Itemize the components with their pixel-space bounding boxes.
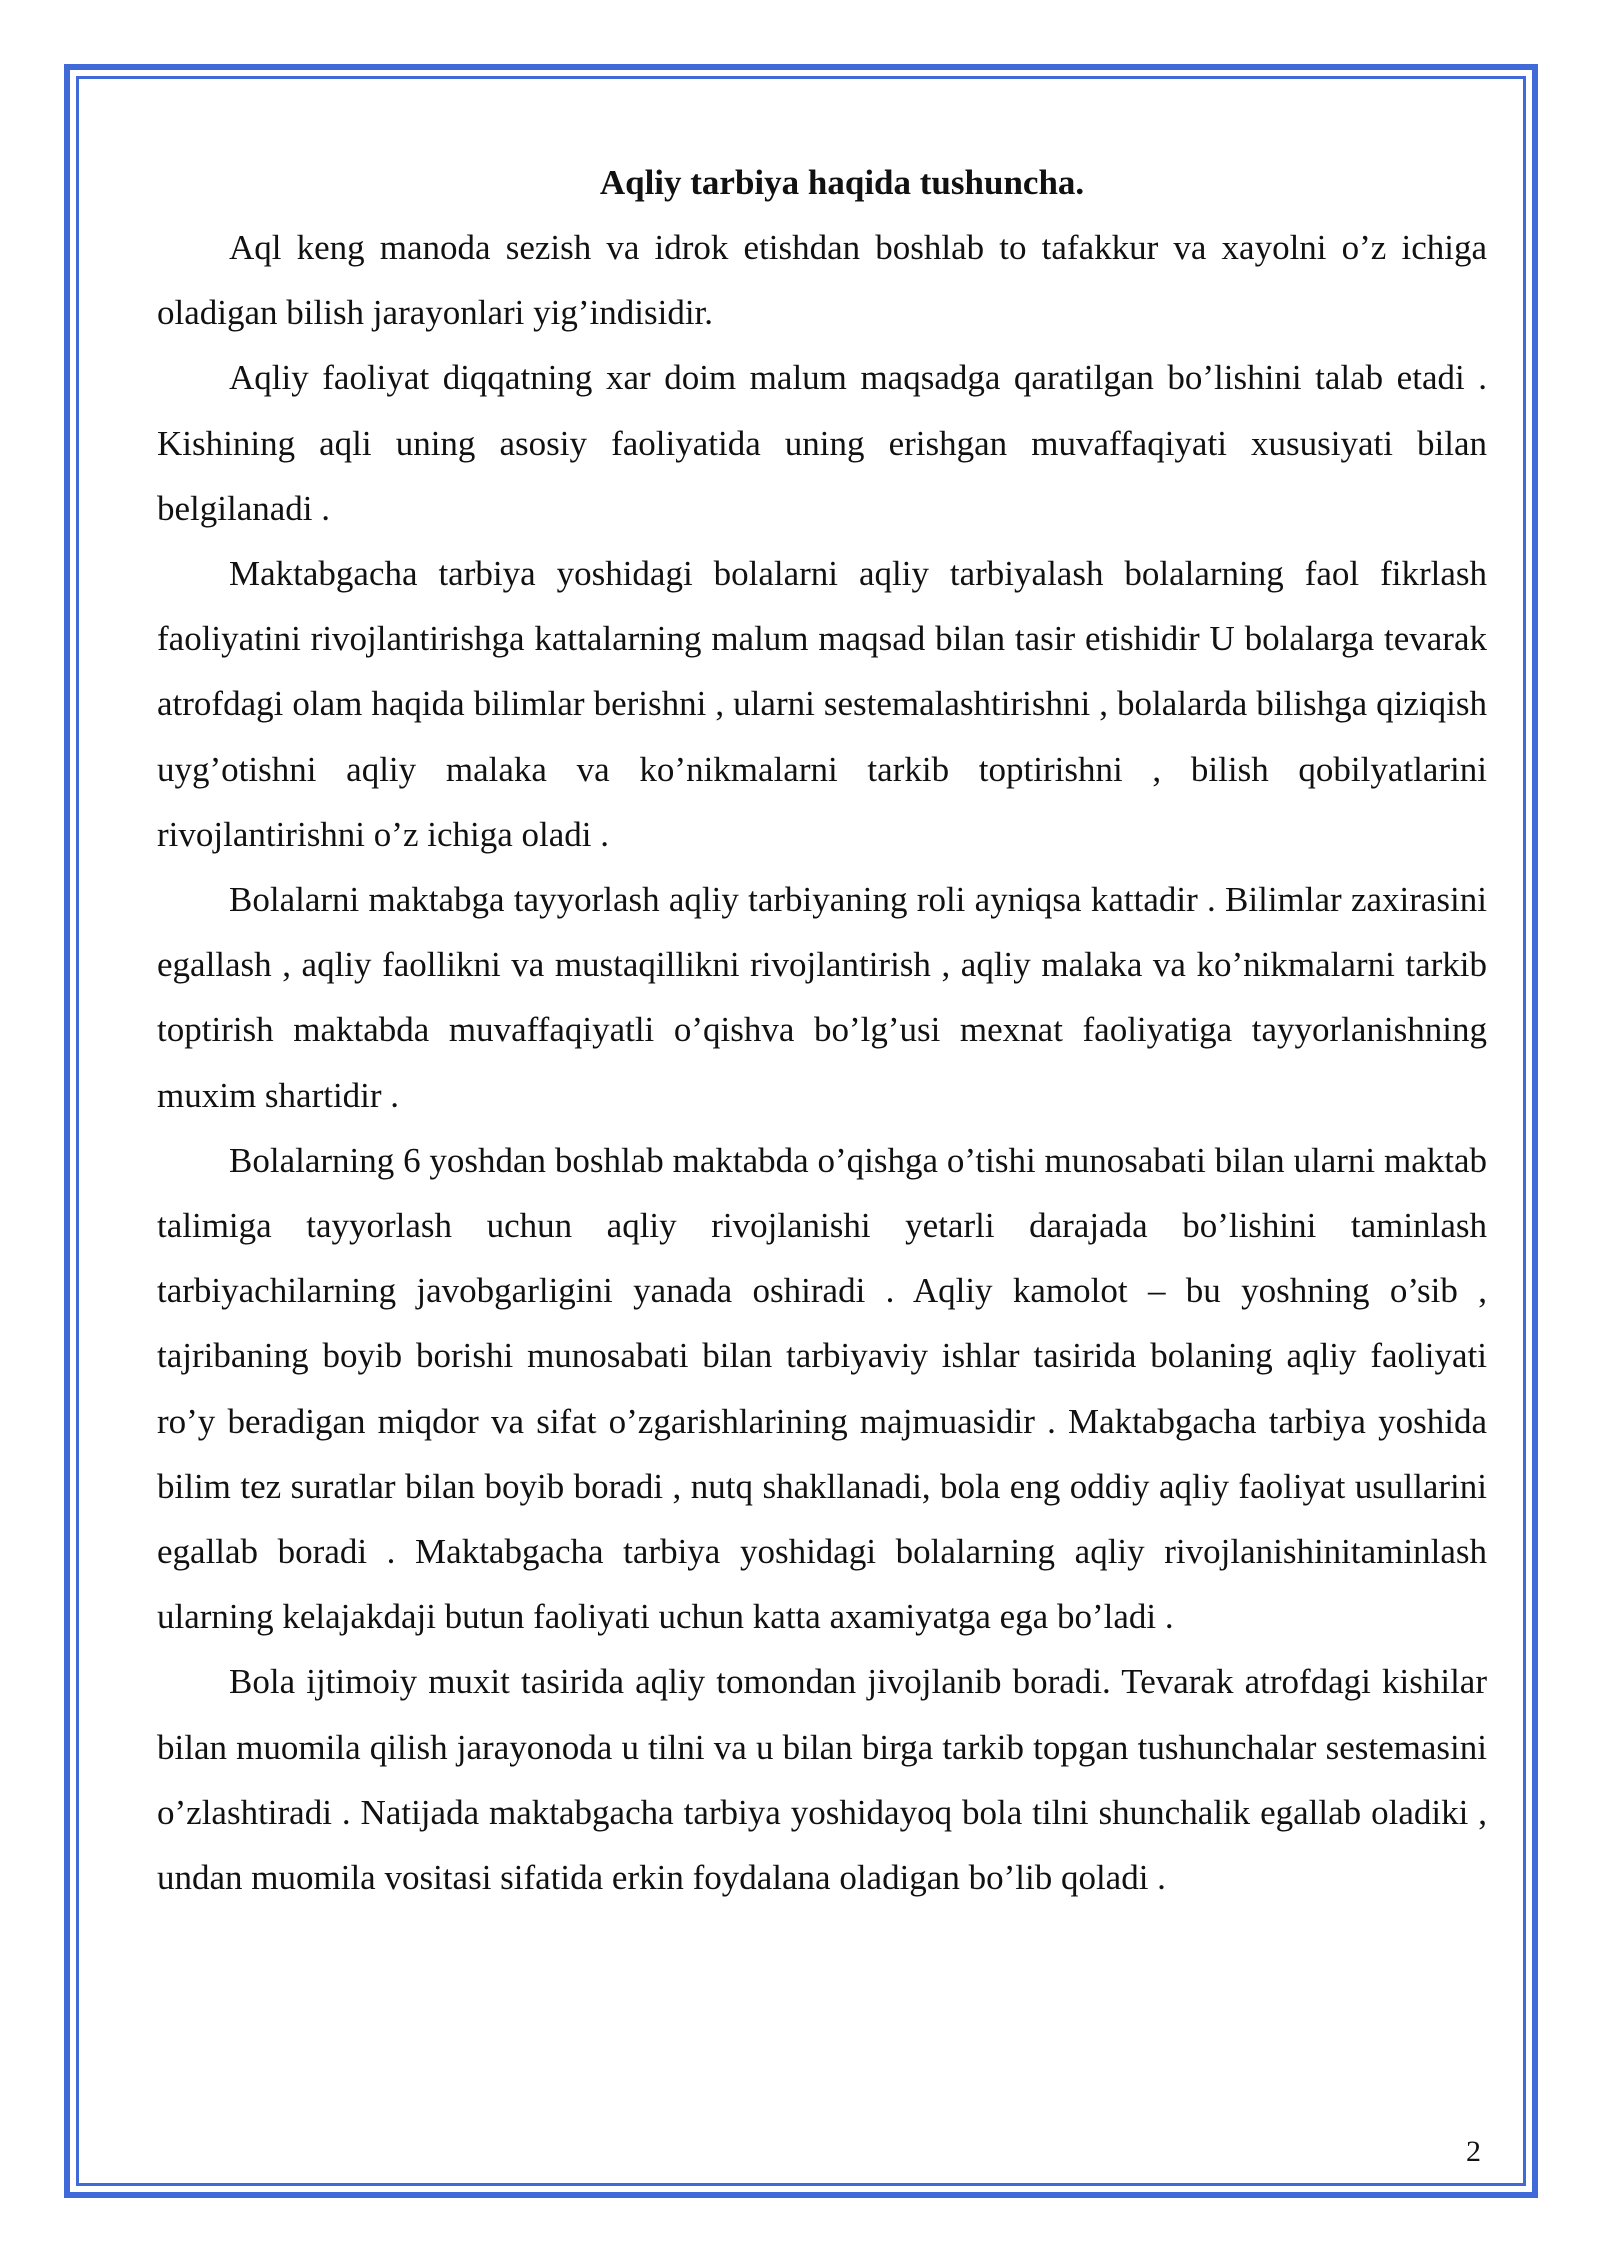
paragraph-4: Bolalarni maktabga tayyorlash aqliy tarbiyaning roli ayniqsa kattadir . Bilimlar zaxirasini egallash , aqliy faollikni va mustaqillikni rivojlantirish , aqliy malaka va ko’nikmalarni tarkib toptirish maktabda muvaffaqiyatli o’qishva bo’lg’usi mexnat faoliyatiga tayyorlanishning muxim shartidir .: [157, 880, 1487, 1115]
document-title: Aqliy tarbiya haqida tushuncha.: [599, 163, 1085, 202]
paragraph-3: Maktabgacha tarbiya yoshidagi bolalarni aqliy tarbiyalash bolalarning faol fikrlash faoliyatini rivojlantirishga kattalarning malum maqsad bilan tasir etishidir U bolalarga tevarak atrofdagi olam haqida bilimlar berishni , ularni sestemalashtirishni , bolalarda bilishga qiziqish uyg’otishni aqliy malaka va ko’nikmalarni tarkib toptirishni , bilish qobilyatlarini rivojlantirishni o’z ichiga oladi .: [157, 554, 1487, 854]
paragraph-1: Aql keng manoda sezish va idrok etishdan boshlab to tafakkur va xayolni o’z ichiga oladigan bilish jarayonlari yig’indisidir.: [157, 228, 1487, 333]
paragraph-2: Aqliy faoliyat diqqatning xar doim malum maqsadga qaratilgan bo’lishini talab etadi . Kishining aqli uning asosiy faoliyatida uning erishgan muvaffaqiyati xususiyati bilan belgilanadi .: [157, 358, 1487, 528]
document-body: [157, 150, 1487, 1910]
paragraph-5: Bolalarning 6 yoshdan boshlab maktabda o’qishga o’tishi munosabati bilan ularni maktab talimiga tayyorlash uchun aqliy rivojlanishi yetarli darajada bo’lishini taminlash tarbiyachilarning javobgarligini yanada oshiradi . Aqliy kamolot – bu yoshning o’sib , tajribaning boyib borishi munosabati bilan tarbiyaviy ishlar tasirida bolaning aqliy faoliyati ro’y beradigan miqdor va sifat o’zgarishlarining majmuasidir . Maktabgacha tarbiya yoshida bilim tez suratlar bilan boyib boradi , nutq shakllanadi, bola eng oddiy aqliy faoliyat usullarini egallab boradi . Maktabgacha tarbiya yoshidagi bolalarning aqliy rivojlanishinitaminlash ularning kelajakdaji butun faoliyati uchun katta axamiyatga ega bo’ladi .: [157, 1140, 1487, 1637]
page-number: 2: [1466, 2135, 1481, 2168]
paragraph-6: Bola ijtimoiy muxit tasirida aqliy tomondan jivojlanib boradi. Tevarak atrofdagi kishilar bilan muomila qilish jarayonoda u tilni va u bilan birga tarkib topgan tushunchalar sestemasini o’zlashtiradi . Natijada maktabgacha tarbiya yoshidayoq bola tilni shunchalik egallab oladiki , undan muomila vositasi sifatida erkin foydalana oladigan bo’lib qoladi .: [157, 1662, 1487, 1898]
